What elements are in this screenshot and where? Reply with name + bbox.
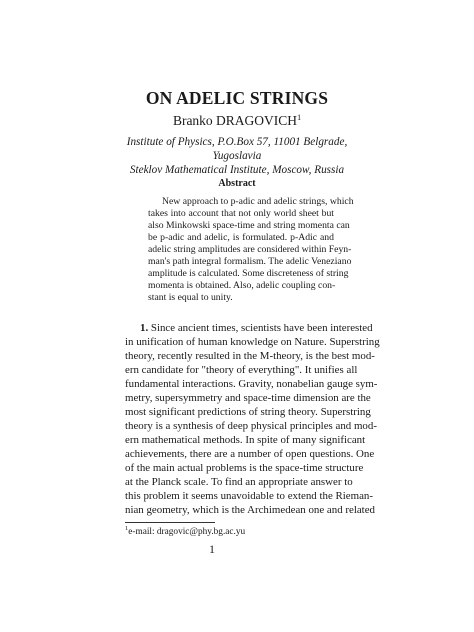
body-line: this problem it seems unavoidable to extend the Rieman- — [125, 490, 374, 502]
abstract-line: takes into account that not only world sheet but — [148, 208, 334, 219]
body-first-line-text: Since ancient times, scientists have been interested — [150, 322, 373, 334]
affiliation-line-3: Steklov Mathematical Institute, Moscow, Russia — [129, 164, 345, 176]
body-line: most significant predictions of string theory. Superstring — [125, 406, 371, 418]
author-footnote-mark: 1 — [297, 113, 302, 122]
body-line: ern candidate for "theory of everything". It unifies all — [125, 364, 358, 376]
abstract-line: momenta is obtained. Also, adelic coupling con- — [148, 280, 336, 291]
footnote-email: e-mail: dragovic@phy.bg.ac.yu — [128, 527, 246, 537]
footnote-mark: 1 — [125, 525, 129, 532]
body-line: of the main actual problems is the space-time structure — [125, 462, 364, 474]
body-line: ern mathematical methods. In spite of many significant — [125, 434, 366, 446]
abstract-line: amplitude is calculated. Some discreteness of string — [148, 268, 349, 279]
body-line: theory is a synthesis of deep physical principles and mod- — [125, 420, 377, 432]
body-line: fundamental interactions. Gravity, nonabelian gauge sym- — [125, 378, 378, 390]
footnote — [125, 525, 245, 537]
body-line: at the Planck scale. To find an appropriate answer to — [125, 476, 353, 488]
author-line — [0, 113, 474, 129]
body-line: metry, supersymmetry and space-time dimension are the — [125, 392, 371, 404]
paper-title: ON ADELIC STRINGS — [145, 88, 329, 108]
abstract-line: adelic string amplitudes are considered within Feyn- — [148, 244, 352, 255]
abstract-line: stant is equal to unity. — [148, 292, 233, 303]
page-number: 1 — [209, 542, 215, 556]
body-line: achievements, there are a number of open questions. One — [125, 448, 375, 460]
author-name: Branko DRAGOVICH — [172, 113, 298, 128]
section-number: 1. — [140, 322, 149, 334]
body-first-line — [140, 321, 373, 335]
body-line: in unification of human knowledge on Nature. Superstring — [125, 336, 380, 348]
abstract-line: be p-adic and adelic, is formulated. p-Adic and — [148, 232, 334, 243]
abstract-heading: Abstract — [218, 178, 256, 189]
body-line: theory, recently resulted in the M-theory, is the best mod- — [125, 350, 375, 362]
affiliation-line-1: Institute of Physics, P.O.Box 57, 11001 Belgrade, — [126, 136, 348, 148]
abstract-line: also Minkowski space-time and string momenta can — [148, 220, 350, 231]
abstract-line: New approach to p-adic and adelic strings, which — [162, 196, 354, 207]
footnote-rule — [125, 522, 215, 523]
body-line: nian geometry, which is the Archimedean one and related — [125, 504, 375, 516]
abstract-line: man's path integral formalism. The adelic Veneziano — [148, 256, 352, 267]
affiliation-line-2: Yugoslavia — [212, 150, 262, 162]
